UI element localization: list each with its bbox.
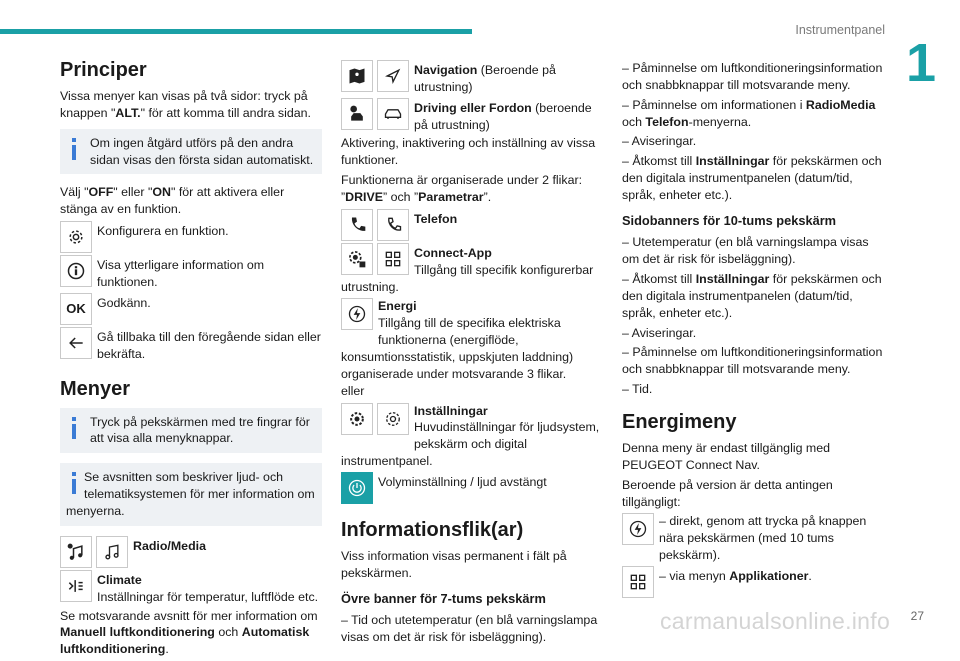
energi-paragraph: Beroende på version är detta antingen tillgängligt: xyxy=(622,477,833,509)
apps-grid-icon xyxy=(622,566,654,598)
icon-row-telefon xyxy=(341,209,603,241)
info-icon xyxy=(72,417,76,439)
settings-gear-filled-icon xyxy=(341,403,373,435)
ok-icon: OK xyxy=(60,293,92,325)
driving-title: Driving eller Fordon xyxy=(414,100,532,115)
energi-direct-block xyxy=(622,513,884,564)
icon-row-ok xyxy=(60,293,322,325)
list-item: – Åtkomst till Inställningar för pekskärmen och den digitala instrumentpanelen (datum/tid, språk, enheter etc.). xyxy=(622,154,882,203)
list-item: – Aviseringar. xyxy=(622,134,697,149)
eller-text: eller xyxy=(341,383,365,398)
climate-reference: Se motsvarande avsnitt för mer information om Manuell luftkonditionering och Automatisk luftkonditionering. xyxy=(60,608,318,657)
list-item: – Påminnelse om informationen i RadioMedia och Telefon-menyerna. xyxy=(622,97,876,129)
icon-row-applikationer xyxy=(622,566,884,598)
heading-principer: Principer xyxy=(60,59,147,81)
music-note-icon xyxy=(96,536,128,568)
connect-block xyxy=(341,243,603,296)
installningar-block xyxy=(341,403,603,470)
phone-filled-icon xyxy=(341,209,373,241)
list-item: – Påminnelse om luftkonditioneringsinformation och snabbknappar till motsvarande meny. xyxy=(622,345,883,377)
volume-text: Volyminställning / ljud avstängt xyxy=(378,475,547,490)
applikationer-text: – via menyn Applikationer. xyxy=(659,569,812,584)
heading-menyer: Menyer xyxy=(60,377,131,400)
list-item: – Påminnelse om luftkonditioneringsinformation och snabbknappar till motsvarande meny. xyxy=(622,61,883,92)
icon-row-driving: Driving eller Fordon (beroende på utrustning) xyxy=(341,98,603,134)
energy-bolt-icon xyxy=(622,513,654,545)
phone-icon xyxy=(377,209,409,241)
energi-text: Tillgång till de specifika elektriska funktionerna (energiflöde, konsumtionsstatistik, uppskjuten laddning) organiserade under motsvarande 3 flikar. xyxy=(341,316,574,381)
watermark: carmanualsonline.info xyxy=(660,608,891,634)
radio-media-icon xyxy=(60,536,92,568)
energi-direct-text: – direkt, genom att trycka på knappen nära pekskärmen (med 10 tums pekskärm). xyxy=(659,514,867,563)
back-text: Gå tillbaka till den föregående sidan eller bekräfta. xyxy=(97,329,321,361)
header-accent-bar xyxy=(0,29,472,34)
paragraph-off-on: Välj "OFF" eller "ON" för att aktivera eller stänga av en funktion. xyxy=(60,185,285,217)
column-3 xyxy=(622,60,884,600)
heading-sidobanners: Sidobanners för 10-tums pekskärm xyxy=(622,212,837,228)
icon-row-navigation: Navigation (Beroende på utrustning) xyxy=(341,60,603,96)
icon-row-configure xyxy=(60,221,322,253)
info-box: Tryck på pekskärmen med tre fingrar för att visa alla menyknappar. xyxy=(60,408,322,454)
info-icon xyxy=(72,138,76,160)
apps-grid-icon xyxy=(377,243,409,275)
column-1 xyxy=(60,58,322,661)
installningar-text: Huvudinställningar för ljudsystem, pekskärm och digital instrumentpanel. xyxy=(341,420,600,469)
list-item: – Utetemperatur (en blå varningslampa visas om det är risk för isbeläggning). xyxy=(622,235,869,267)
driving-text: Aktivering, inaktivering och inställning av vissa funktioner. xyxy=(341,136,596,168)
compass-icon xyxy=(377,60,409,92)
list-item: – Tid. xyxy=(622,382,653,397)
heading-ovre-banner: Övre banner för 7-tums pekskärm xyxy=(341,590,546,606)
tabs-text: Funktionerna är organiserade under 2 flikar: ”DRIVE” och ”Parametrar”. xyxy=(341,173,583,205)
ovre-list-item: – Tid och utetemperatur (en blå varningslampa visas om det är risk för isbeläggning). xyxy=(341,613,598,645)
back-arrow-icon xyxy=(60,327,92,359)
heading-energimeny: Energimeny xyxy=(622,411,737,433)
icon-row-radio xyxy=(60,536,322,568)
map-icon xyxy=(341,60,373,92)
info-circle-icon xyxy=(60,255,92,287)
connect-title: Connect-App xyxy=(414,245,492,260)
paragraph-alt: Vissa menyer kan visas på två sidor: tryck på knappen "ALT." för att komma till andra sidan. xyxy=(60,89,311,120)
info-text: Visa ytterligare information om funktionen. xyxy=(97,258,265,290)
car-info-icon xyxy=(341,98,373,130)
settings-gear-icon xyxy=(60,221,92,253)
car-icon xyxy=(377,98,409,130)
installningar-title: Inställningar xyxy=(414,403,488,418)
telefon-title: Telefon xyxy=(414,211,458,226)
icon-row-climate xyxy=(60,570,322,606)
climate-title: Climate xyxy=(97,572,142,587)
info-box: Se avsnitten som beskriver ljud- och telematiksystemen för mer information om menyerna. xyxy=(60,463,322,526)
power-volume-icon xyxy=(341,472,373,504)
heading-informationsflik: Informationsflik(ar) xyxy=(341,519,524,542)
icon-row-info xyxy=(60,255,322,291)
chapter-number: 1 xyxy=(905,33,936,93)
section-title: Instrumentpanel xyxy=(795,23,885,37)
column-2 xyxy=(341,58,603,649)
configure-text: Konfigurera en funktion. xyxy=(97,224,229,239)
icon-row-volume xyxy=(341,472,603,504)
info-paragraph: Viss information visas permanent i fält på pekskärmen. xyxy=(341,549,567,580)
navigation-title: Navigation xyxy=(414,63,478,77)
page-number: 27 xyxy=(910,609,924,623)
climate-icon xyxy=(60,570,92,602)
icon-row-back xyxy=(60,327,322,363)
energi-block xyxy=(341,298,603,382)
energy-bolt-icon xyxy=(341,298,373,330)
energi-paragraph: Denna meny är endast tillgänglig med PEUGEOT Connect Nav. xyxy=(622,441,831,472)
connect-text: Tillgång till specifik konfigurerbar utrustning. xyxy=(341,262,594,294)
info-icon xyxy=(72,472,76,496)
connect-gear-icon xyxy=(341,243,373,275)
energi-title: Energi xyxy=(378,299,417,314)
ok-text: Godkänn. xyxy=(97,295,151,310)
info-box: Om ingen åtgärd utförs på den andra sidan visas den första sidan automatiskt. xyxy=(60,129,322,175)
list-item: – Åtkomst till Inställningar för pekskärmen och den digitala instrumentpanelen (datum/tid, språk, enheter etc.). xyxy=(622,271,882,320)
settings-gear-icon xyxy=(377,403,409,435)
climate-text: Inställningar för temperatur, luftflöde etc. xyxy=(97,589,319,604)
radio-title: Radio/Media xyxy=(133,538,206,553)
list-item: – Aviseringar. xyxy=(622,325,697,340)
